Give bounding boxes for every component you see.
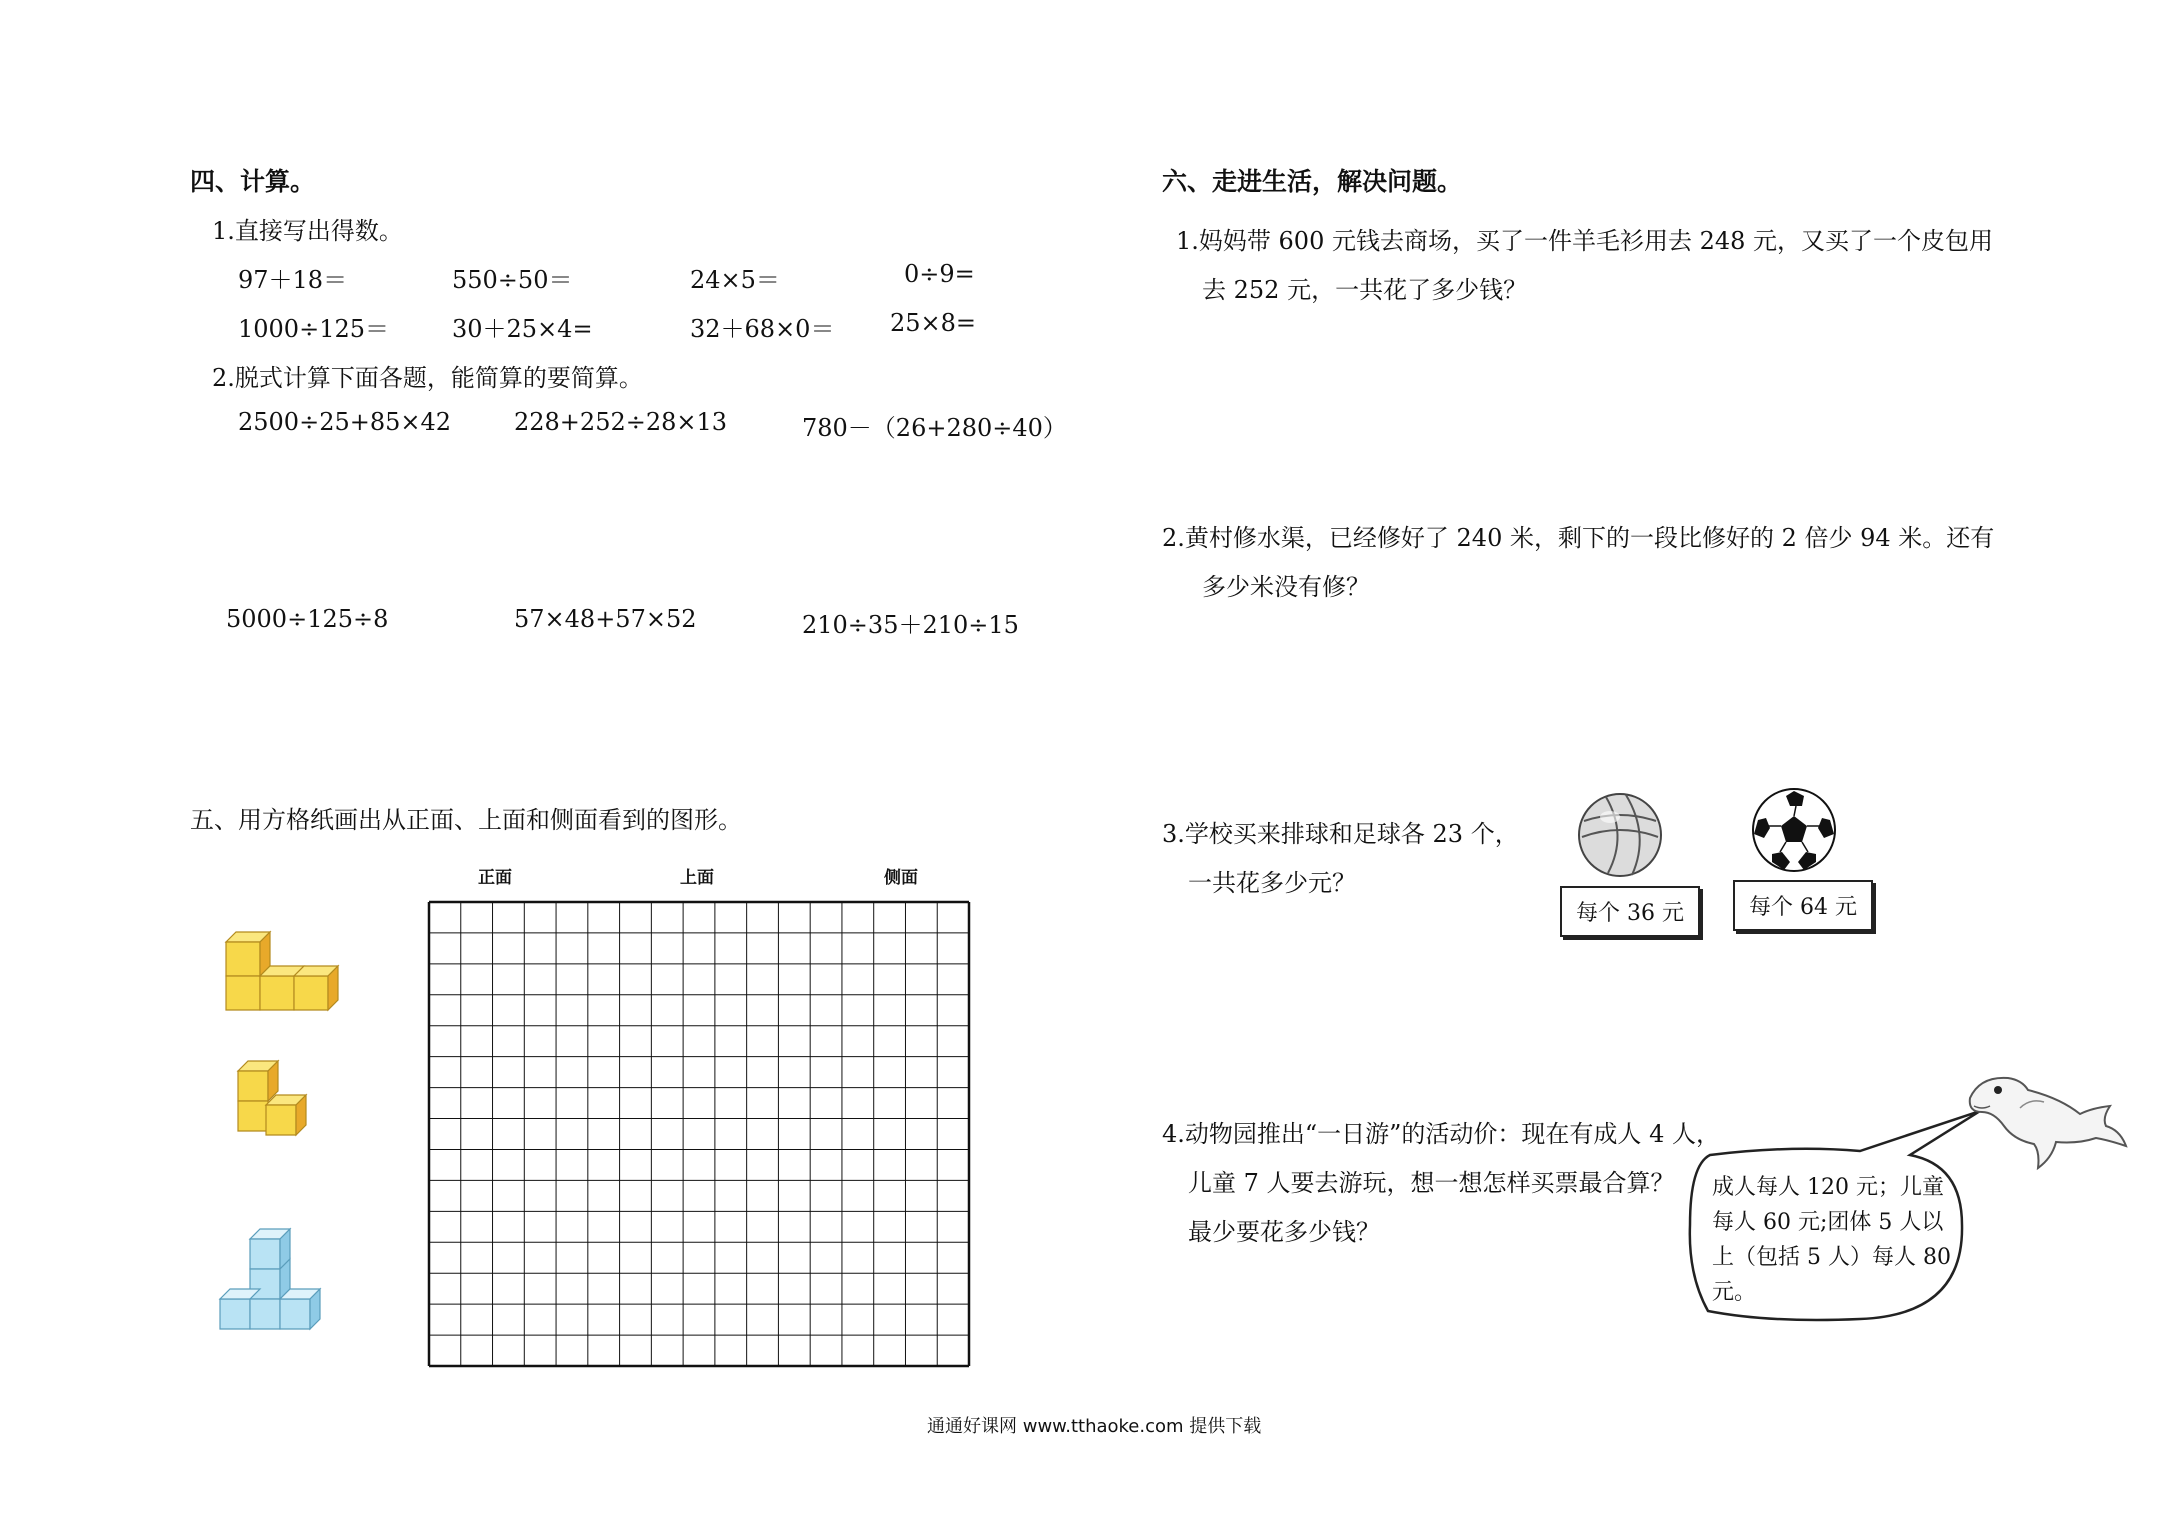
section6-title: 六、走进生活，解决问题。 xyxy=(1162,167,1463,196)
volleyball-price-tag: 每个 36 元 xyxy=(1560,886,1700,937)
calc-item: 24×5＝ xyxy=(690,266,780,294)
problem2-line2: 多少米没有修？ xyxy=(1202,573,1370,601)
calc-item: 97＋18＝ xyxy=(238,266,348,294)
calc-item: 0÷9= xyxy=(904,260,975,288)
calc-item: 228+252÷28×13 xyxy=(514,408,728,436)
problem4-line3: 最少要花多少钱？ xyxy=(1188,1218,1380,1246)
grid-label-side: 侧面 xyxy=(884,868,918,888)
football-price-tag: 每个 64 元 xyxy=(1733,880,1873,931)
cube-figure-3 xyxy=(210,1225,360,1340)
grid-label-front: 正面 xyxy=(478,868,512,888)
grid-label-top: 上面 xyxy=(680,868,714,888)
section4-title: 四、计算。 xyxy=(190,167,316,196)
dolphin-icon xyxy=(1960,1068,2135,1178)
problem4-line2: 儿童 7 人要去游玩，想一想怎样买票最合算？ xyxy=(1188,1169,1675,1197)
calc-item: 30＋25×4= xyxy=(452,315,593,343)
calc-item: 32＋68×0＝ xyxy=(690,315,835,343)
volleyball-icon xyxy=(1576,791,1664,879)
football-icon xyxy=(1750,786,1838,874)
calc-item: 780－（26+280÷40） xyxy=(802,414,1067,442)
calc-item: 2500÷25+85×42 xyxy=(238,408,452,436)
calc-item: 57×48+57×52 xyxy=(514,605,697,633)
problem3-line2: 一共花多少元？ xyxy=(1188,869,1356,897)
problem3-line1: 3.学校买来排球和足球各 23 个， xyxy=(1162,820,1519,848)
calc-item: 25×8= xyxy=(890,309,977,337)
calc-item: 210÷35＋210÷15 xyxy=(802,611,1019,639)
problem1-line1: 1.妈妈带 600 元钱去商场，买了一件羊毛衫用去 248 元，又买了一个皮包用 xyxy=(1176,227,1994,255)
cube-figure-2 xyxy=(228,1055,338,1165)
problem2-line1: 2.黄村修水渠，已经修好了 240 米，剩下的一段比修好的 2 倍少 94 米。还有 xyxy=(1162,524,1995,552)
calc-item: 1000÷125＝ xyxy=(238,315,389,343)
problem1-line2: 去 252 元，一共花了多少钱？ xyxy=(1202,276,1528,304)
section5-title: 五、用方格纸画出从正面、上面和侧面看到的图形。 xyxy=(190,806,742,834)
problem4-line1: 4.动物园推出“一日游”的活动价：现在有成人 4 人， xyxy=(1162,1120,1720,1148)
drawing-grid[interactable] xyxy=(427,900,971,1368)
calc-item: 550÷50＝ xyxy=(452,266,573,294)
calc-item: 5000÷125÷8 xyxy=(226,605,389,633)
bubble-text: 成人每人 120 元；儿童每人 60 元;团体 5 人以上（包括 5 人）每人 80 元。 xyxy=(1712,1175,1951,1305)
cube-figure-1 xyxy=(218,920,358,1020)
section4-q2-label: 2.脱式计算下面各题，能简算的要简算。 xyxy=(212,364,643,392)
section4-q1-label: 1.直接写出得数。 xyxy=(212,217,403,245)
footer-text: 通通好课网 www.tthaoke.com 提供下载 xyxy=(927,1416,1262,1437)
